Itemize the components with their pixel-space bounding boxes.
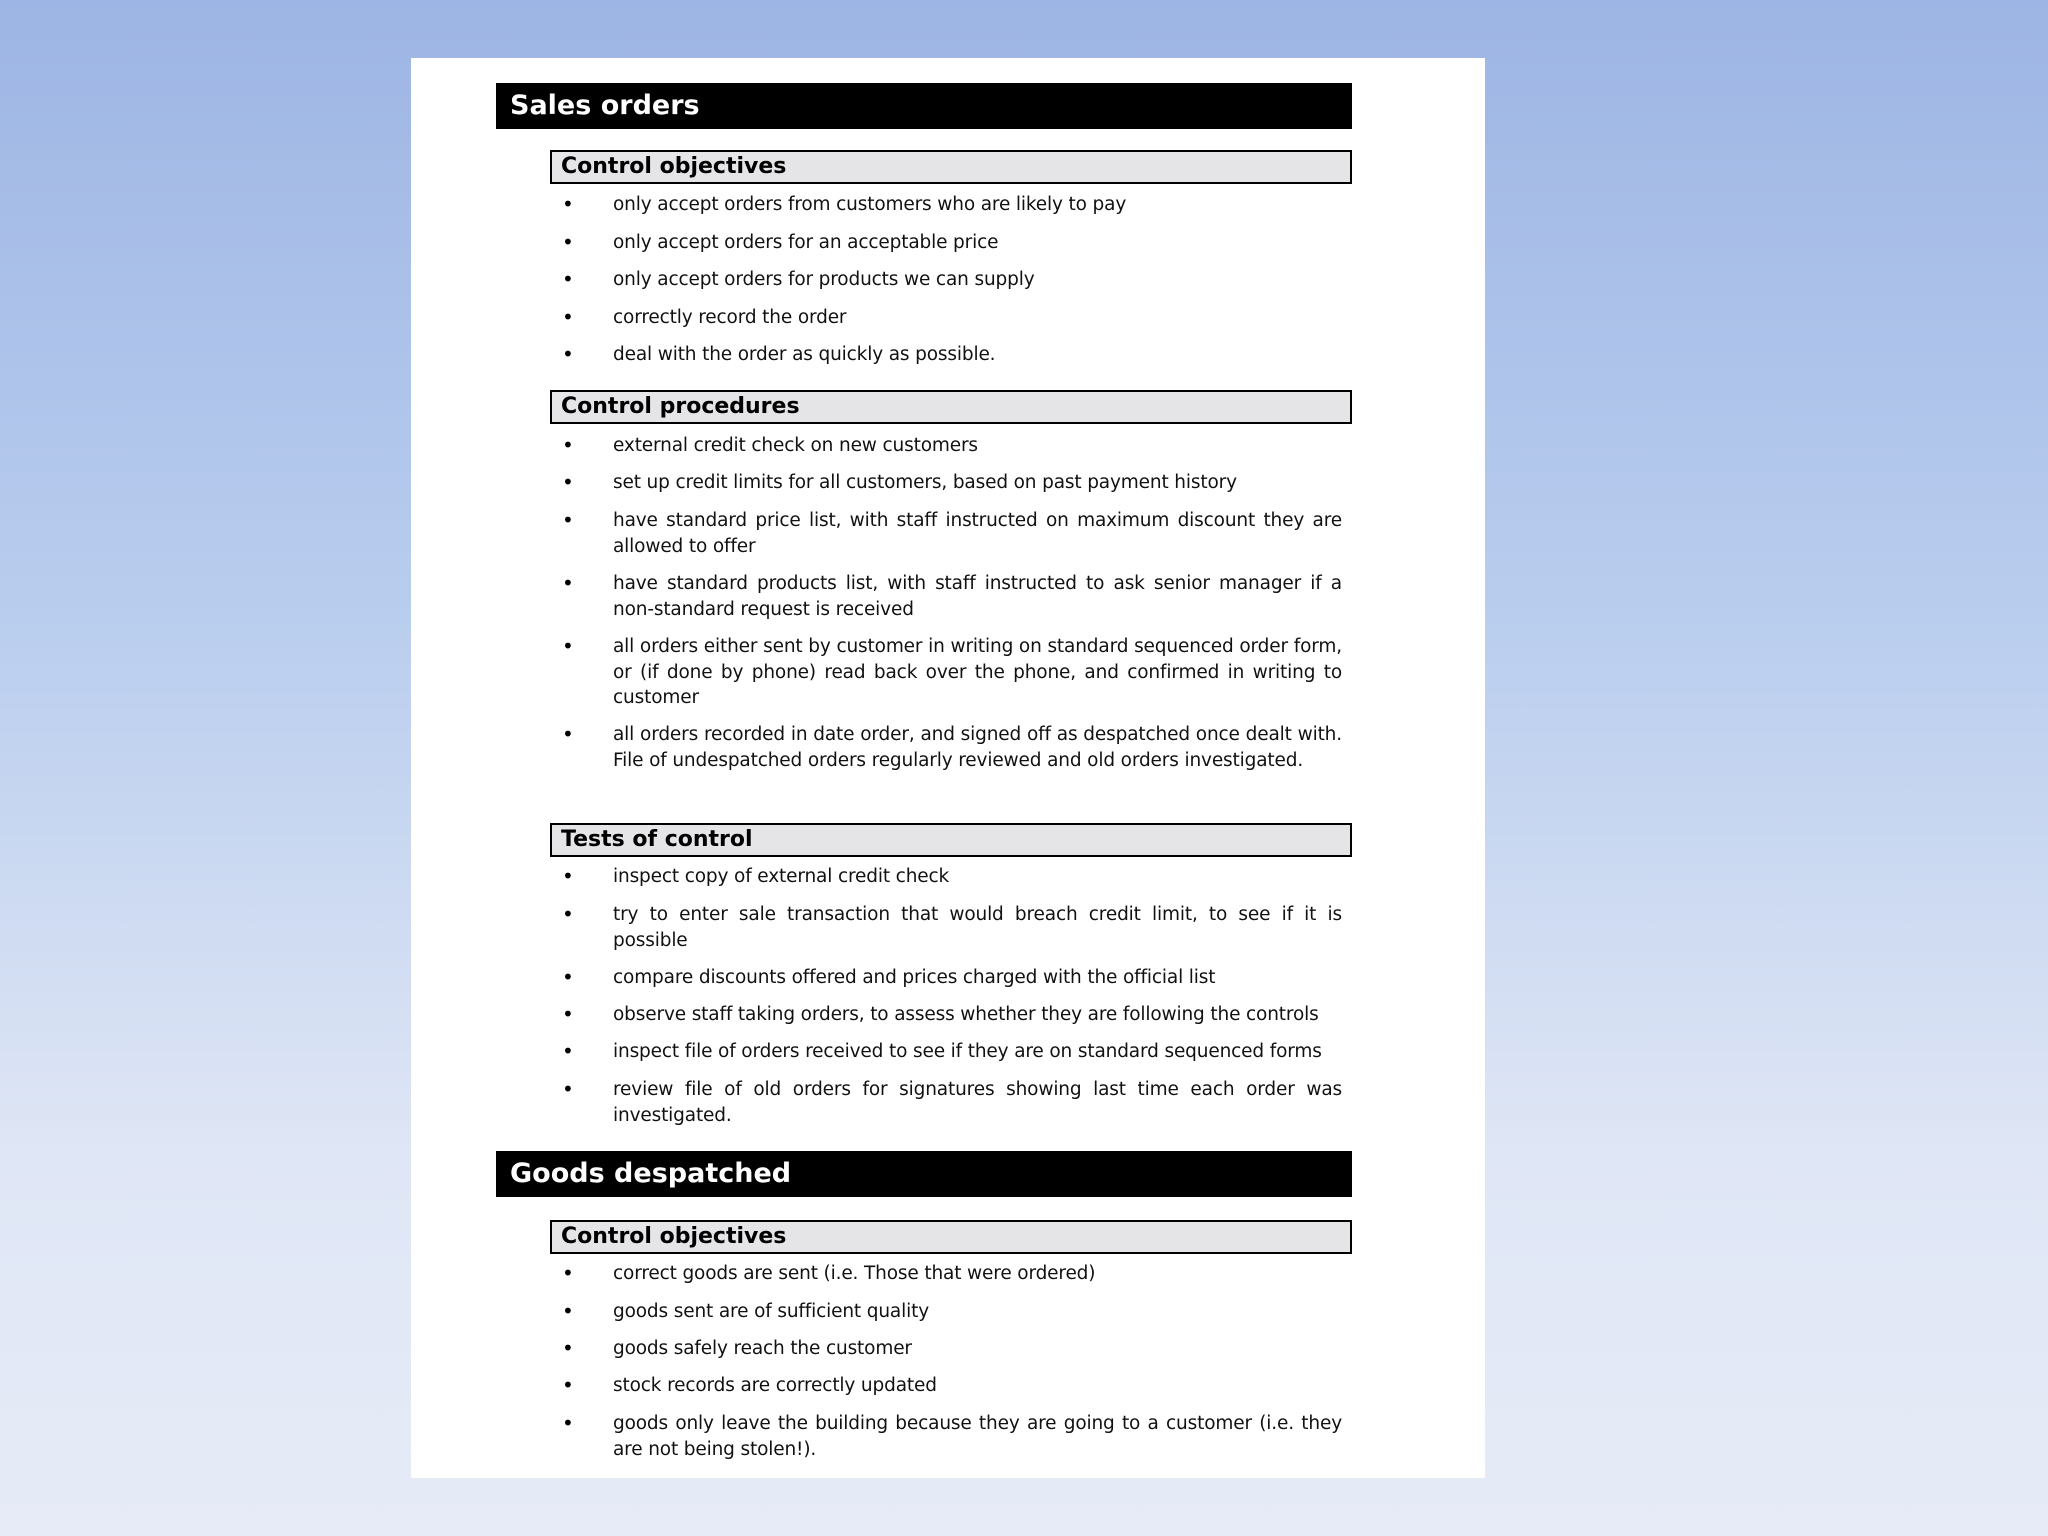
bullet-icon: • (562, 864, 574, 888)
subheading-control-objectives: Control objectives (550, 1220, 1352, 1254)
bullet-icon: • (562, 508, 574, 532)
bullet-icon: • (562, 722, 574, 746)
bullet-icon: • (562, 192, 574, 216)
section-title-goods-despatched: Goods despatched (496, 1151, 1352, 1197)
bullet-icon: • (562, 1411, 574, 1435)
bullet-icon: • (562, 267, 574, 291)
section-title-sales-orders: Sales orders (496, 83, 1352, 129)
bullet-icon: • (562, 1077, 574, 1101)
bullet-icon: • (562, 342, 574, 366)
subheading-control-procedures: Control procedures (550, 390, 1352, 424)
bullet-icon: • (562, 1336, 574, 1360)
bullet-icon: • (562, 571, 574, 595)
bullet-icon: • (562, 230, 574, 254)
bullet-icon: • (562, 470, 574, 494)
bullet-icon: • (562, 965, 574, 989)
bullet-icon: • (562, 305, 574, 329)
bullet-icon: • (562, 902, 574, 926)
subheading-tests-of-control: Tests of control (550, 823, 1352, 857)
bullet-icon: • (562, 433, 574, 457)
bullet-icon: • (562, 1299, 574, 1323)
bullet-icon: • (562, 1261, 574, 1285)
bullet-icon: • (562, 1002, 574, 1026)
bullet-icon: • (562, 1039, 574, 1063)
subheading-control-objectives: Control objectives (550, 150, 1352, 184)
document-page: Sales orders Control objectives • only accept orders from customers who are likely to pay • only accept orders for an acceptable price • only accept orders for products we can supply • correctly record the order • deal with the order as quickly as possible. Control procedures • external credit check on new customers • set up credit limits for all customers, based on past payment history • have standard price list, with staff instructed on maximum discount they are allowed to offer • have standard products list, with staff instructed to ask senior manager if a non-standard request is received • all orders either sent by customer in writing on standard sequenced order form, or (if done by phone) read back over the phone, and confirmed in writing to customer • all orders recorded in date order, and signed off as despatched once dealt with. File of undespatched orders regularly reviewed and old orders investigated. Tests of control • inspect copy of external credit check • try to enter sale transaction that would breach credit limit, to see if it is possible • compare discounts offered and prices charged with the official list • observe staff taking orders, to assess whether they are following the controls • inspect file of orders received to see if they are on standard sequenced forms • review file of old orders for signatures showing last time each order was investigated. Goods despatched Control objectives • correct goods are sent (i.e. Those that were ordered) • goods sent are of sufficient quality • goods safely reach the customer • stock records are correctly updated • goods only leave the building because they are going to a customer (i.e. they are not being stolen!). (411, 58, 1485, 1478)
bullet-icon: • (562, 634, 574, 658)
bullet-icon: • (562, 1373, 574, 1397)
